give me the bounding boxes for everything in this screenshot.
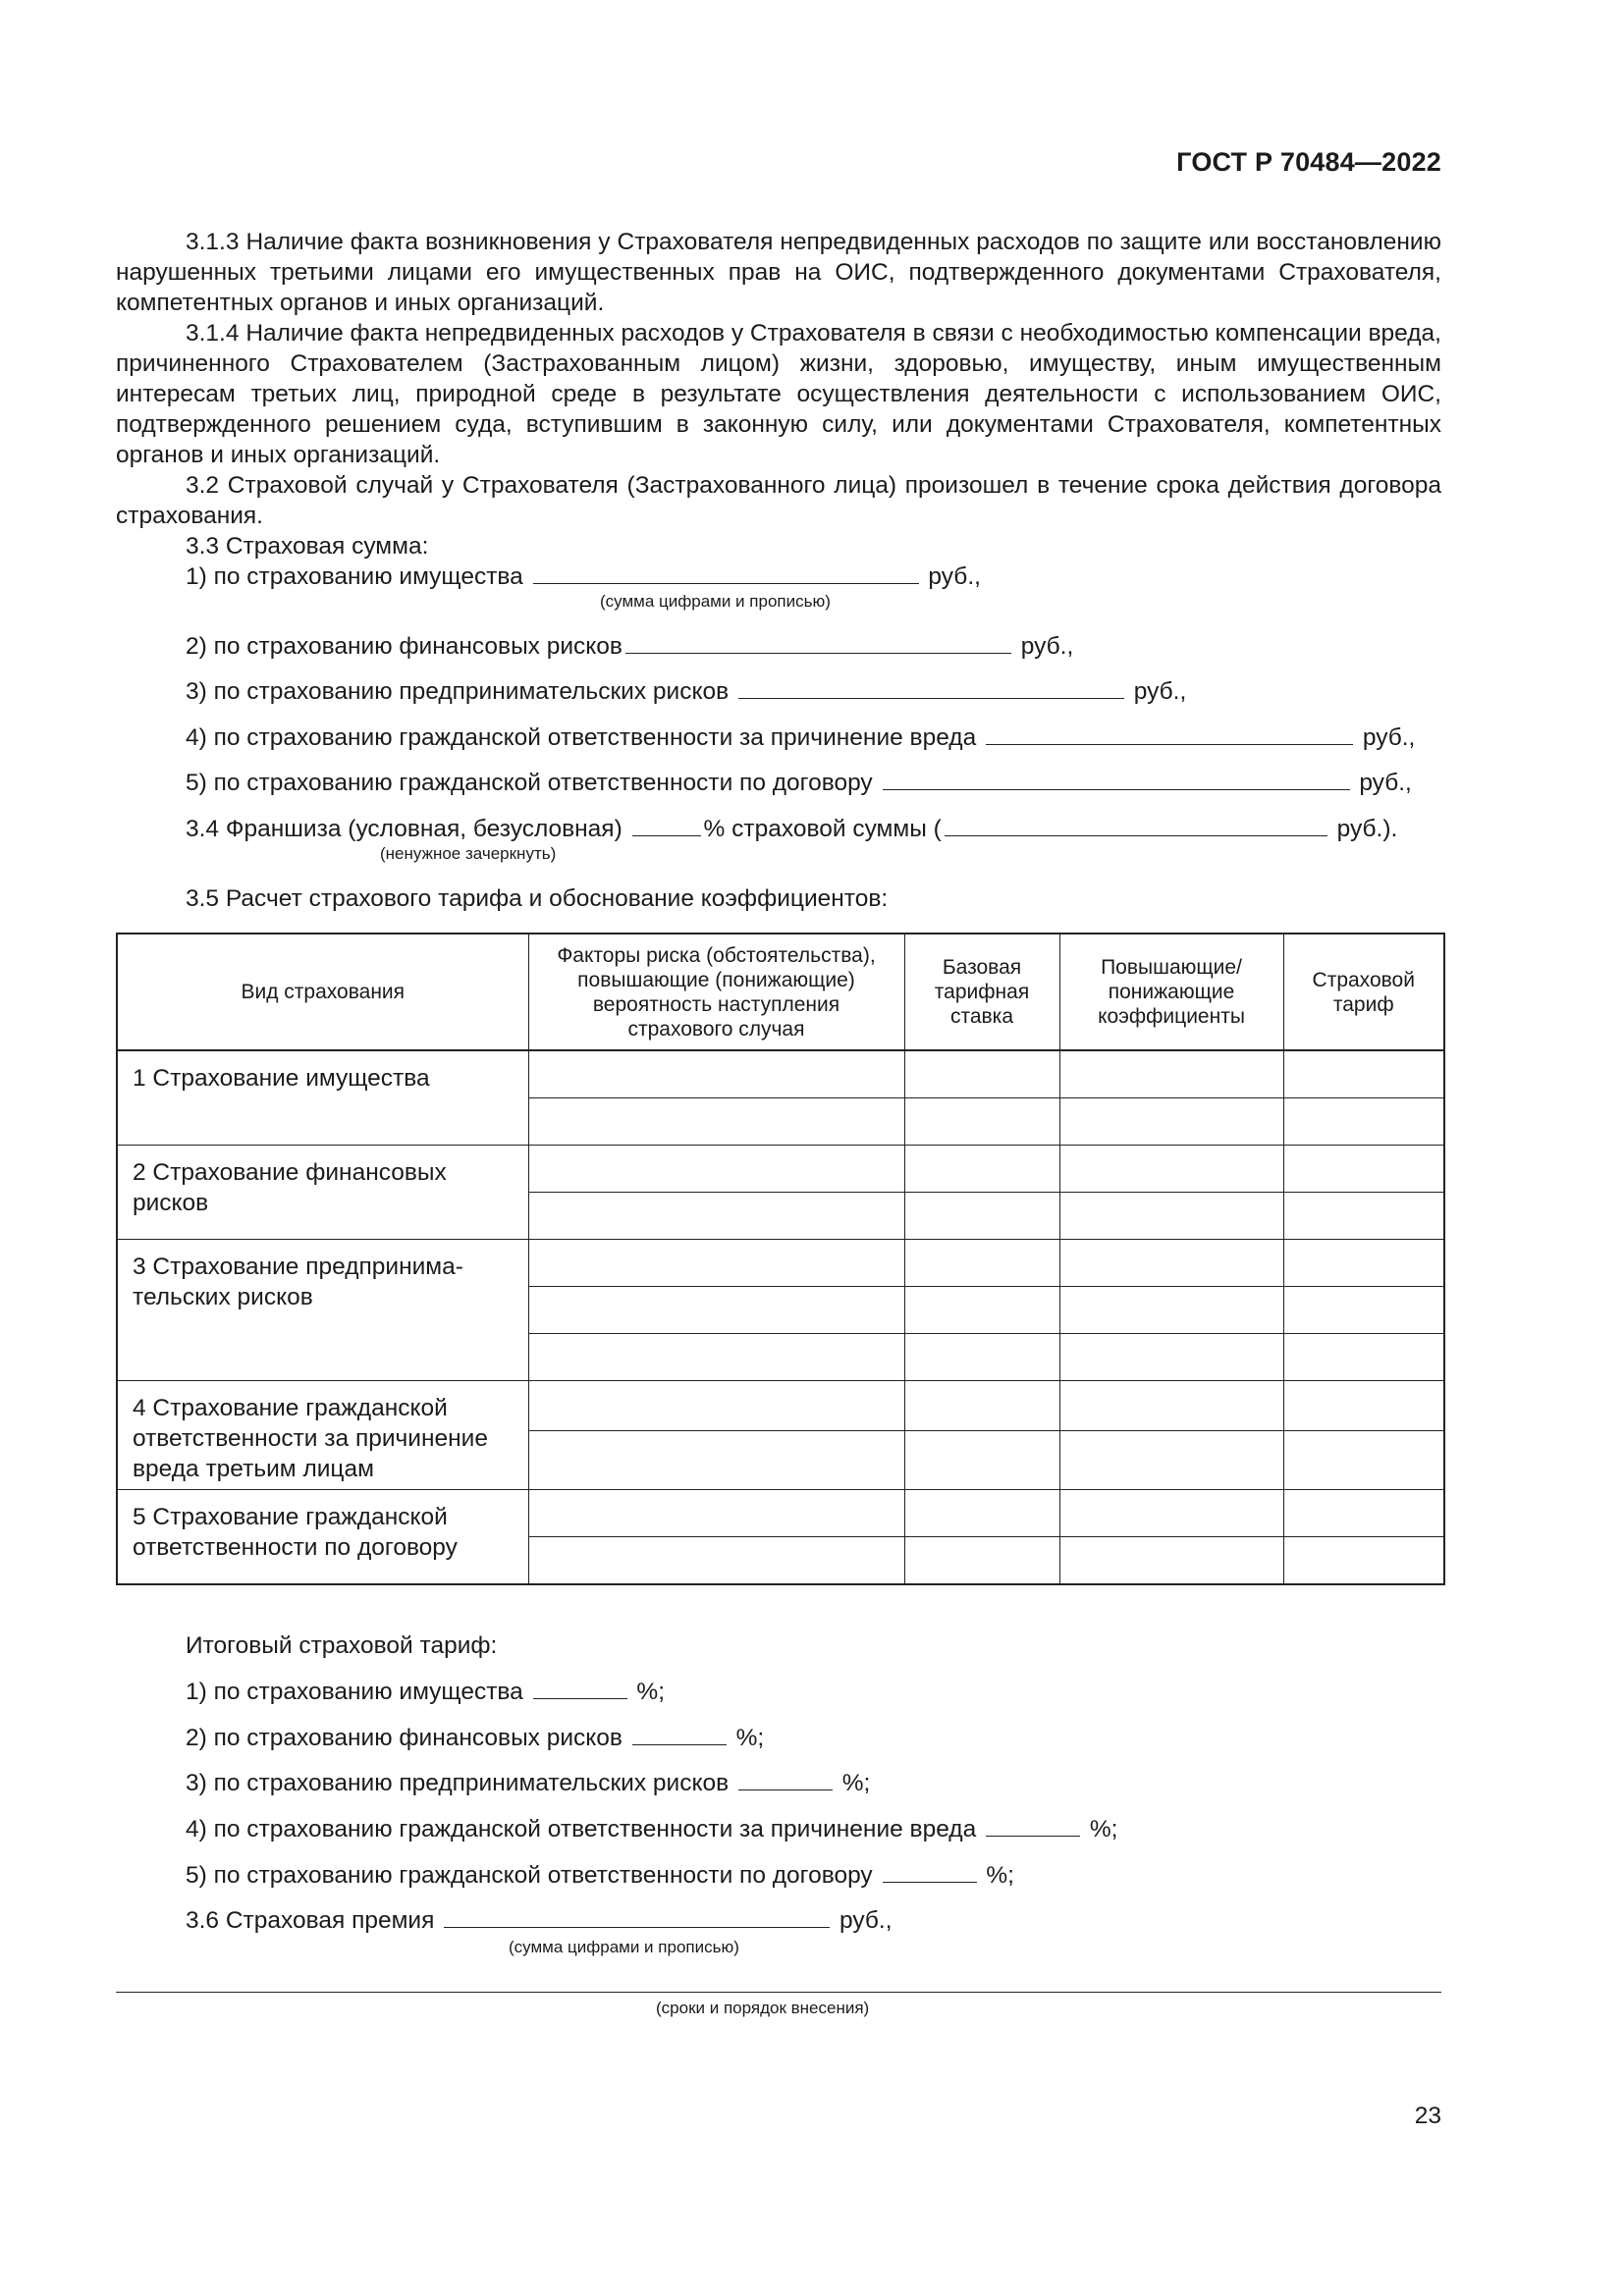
col-header-factors: Факторы риска (обстоятельства), повышающие (понижающие) вероятность наступления страхового случая bbox=[528, 934, 904, 1050]
total-line-business bbox=[186, 1768, 870, 1798]
factors-cell[interactable] bbox=[528, 1431, 904, 1490]
sum-line-label: 4) по страхованию гражданской ответственности за причинение вреда bbox=[186, 724, 977, 751]
total-line-financial bbox=[186, 1723, 764, 1753]
total-financial-field[interactable] bbox=[632, 1723, 727, 1745]
tariff-section-title: 3.5 Расчет страхового тарифа и обоснование коэффициентов: bbox=[186, 885, 889, 912]
sum-line-unit: руб., bbox=[1359, 770, 1412, 796]
sum-line-unit: руб., bbox=[1133, 678, 1187, 705]
sum-line-unit: руб., bbox=[1020, 633, 1074, 660]
coefficient-cell[interactable] bbox=[1059, 1050, 1283, 1098]
sum-line-unit: руб., bbox=[1362, 724, 1416, 751]
coefficient-cell[interactable] bbox=[1059, 1240, 1283, 1287]
total-liability-contract-field[interactable] bbox=[883, 1860, 977, 1883]
tariff-table bbox=[116, 933, 1445, 1585]
franchise-percent-field[interactable] bbox=[632, 814, 701, 836]
coefficient-cell[interactable] bbox=[1059, 1334, 1283, 1381]
factors-cell[interactable] bbox=[528, 1334, 904, 1381]
premium-amount-field[interactable] bbox=[444, 1905, 830, 1928]
sum-line-label: 1) по страхованию имущества bbox=[186, 563, 523, 590]
coefficient-cell[interactable] bbox=[1059, 1098, 1283, 1146]
sum-line-financial bbox=[186, 631, 1073, 662]
table-row bbox=[117, 1050, 1444, 1098]
factors-cell[interactable] bbox=[528, 1050, 904, 1098]
sum-line-label: 3) по страхованию предпринимательских рисков bbox=[186, 678, 730, 705]
tariff-cell[interactable] bbox=[1283, 1431, 1444, 1490]
base-rate-cell[interactable] bbox=[904, 1193, 1059, 1240]
factors-cell[interactable] bbox=[528, 1193, 904, 1240]
coefficient-cell[interactable] bbox=[1059, 1146, 1283, 1193]
col-header-tariff: Страховой тариф bbox=[1283, 934, 1444, 1050]
base-rate-cell[interactable] bbox=[904, 1431, 1059, 1490]
factors-cell[interactable] bbox=[528, 1240, 904, 1287]
paragraph-3-2: 3.2 Страховой случай у Страхователя (Застрахованного лица) произошел в течение срока действия договора страхования. bbox=[116, 472, 1441, 529]
total-property-field[interactable] bbox=[533, 1677, 627, 1699]
total-line-unit: %; bbox=[1089, 1816, 1118, 1842]
franchise-percent-text: % страховой суммы ( bbox=[703, 816, 942, 842]
total-line-unit: %; bbox=[636, 1679, 665, 1705]
base-rate-cell[interactable] bbox=[904, 1287, 1059, 1334]
total-line-label: 4) по страхованию гражданской ответственности за причинение вреда bbox=[186, 1816, 977, 1842]
payment-terms-caption: (сроки и порядок внесения) bbox=[656, 1999, 870, 2017]
total-business-field[interactable] bbox=[738, 1768, 833, 1790]
base-rate-cell[interactable] bbox=[904, 1240, 1059, 1287]
sum-line-label: 2) по страхованию финансовых рисков bbox=[186, 633, 623, 660]
row-kind-business: 3 Страхование предпринима-тельских рисков bbox=[117, 1240, 528, 1381]
premium-caption: (сумма цифрами и прописью) bbox=[509, 1938, 739, 1956]
paragraph-3-1-4: 3.1.4 Наличие факта непредвиденных расходов у Страхователя в связи с необходимостью компенсации вреда, причиненного Страхователем (Застрахованным лицом) жизни, здоровью, имуществу, иным имущественным интересам третьих лиц, природной среде в результате осуществления деятельности с использованием ОИС, подтвержденного решением суда, вступившим в законную силу, или документами Страхователя, компетентных органов и иных организаций. bbox=[116, 320, 1441, 468]
factors-cell[interactable] bbox=[528, 1287, 904, 1334]
sum-line-label: 5) по страхованию гражданской ответственности по договору bbox=[186, 770, 873, 796]
col-header-base-rate: Базовая тарифная ставка bbox=[904, 934, 1059, 1050]
sum-liability-contract-field[interactable] bbox=[883, 768, 1350, 790]
tariff-cell[interactable] bbox=[1283, 1537, 1444, 1585]
franchise-label: 3.4 Франшиза (условная, безусловная) bbox=[186, 816, 623, 842]
franchise-line bbox=[186, 814, 1397, 844]
paragraph-3-1-3: 3.1.3 Наличие факта возникновения у Страхователя непредвиденных расходов по защите или восстановлению нарушенных третьими лицами его имущественных прав на ОИС, подтвержденного документами Страхователя, компетентных органов и иных организаций. bbox=[116, 229, 1441, 316]
row-kind-financial: 2 Страхование финансовых рисков bbox=[117, 1146, 528, 1240]
coefficient-cell[interactable] bbox=[1059, 1537, 1283, 1585]
premium-label: 3.6 Страховая премия bbox=[186, 1907, 435, 1934]
tariff-table-header-row bbox=[117, 934, 1444, 1050]
base-rate-cell[interactable] bbox=[904, 1146, 1059, 1193]
payment-terms-field[interactable] bbox=[116, 1992, 1441, 1993]
sum-line-unit: руб., bbox=[928, 563, 981, 590]
total-line-label: 2) по страхованию финансовых рисков bbox=[186, 1725, 623, 1751]
tariff-cell[interactable] bbox=[1283, 1381, 1444, 1431]
sum-property-field[interactable] bbox=[533, 561, 919, 584]
tariff-cell[interactable] bbox=[1283, 1146, 1444, 1193]
row-kind-liability-contract: 5 Страхование гражданской ответственности по договору bbox=[117, 1490, 528, 1585]
table-row bbox=[117, 1490, 1444, 1537]
sum-line-property bbox=[186, 561, 981, 592]
coefficient-cell[interactable] bbox=[1059, 1193, 1283, 1240]
premium-unit: руб., bbox=[839, 1907, 893, 1934]
factors-cell[interactable] bbox=[528, 1098, 904, 1146]
sum-line-business bbox=[186, 676, 1186, 707]
total-line-label: 5) по страхованию гражданской ответственности по договору bbox=[186, 1862, 873, 1889]
row-kind-liability-harm: 4 Страхование гражданской ответственности за причинение вреда третьим лицам bbox=[117, 1381, 528, 1490]
total-tariff-title: Итоговый страховой тариф: bbox=[186, 1632, 498, 1659]
franchise-unit: руб.). bbox=[1336, 816, 1398, 842]
table-row bbox=[117, 1381, 1444, 1431]
tariff-cell[interactable] bbox=[1283, 1240, 1444, 1287]
base-rate-cell[interactable] bbox=[904, 1537, 1059, 1585]
premium-line bbox=[186, 1905, 893, 1936]
total-line-label: 3) по страхованию предпринимательских рисков bbox=[186, 1770, 730, 1796]
total-line-unit: %; bbox=[841, 1770, 871, 1796]
factors-cell[interactable] bbox=[528, 1381, 904, 1431]
col-header-kind: Вид страхования bbox=[117, 934, 528, 1050]
base-rate-cell[interactable] bbox=[904, 1490, 1059, 1537]
table-row bbox=[117, 1240, 1444, 1287]
total-line-property bbox=[186, 1677, 665, 1707]
total-line-liability-harm bbox=[186, 1814, 1117, 1844]
sum-liability-harm-field[interactable] bbox=[986, 722, 1353, 745]
tariff-cell[interactable] bbox=[1283, 1193, 1444, 1240]
total-line-label: 1) по страхованию имущества bbox=[186, 1679, 523, 1705]
coefficient-cell[interactable] bbox=[1059, 1381, 1283, 1431]
franchise-amount-field[interactable] bbox=[945, 814, 1327, 836]
factors-cell[interactable] bbox=[528, 1490, 904, 1537]
franchise-caption: (ненужное зачеркнуть) bbox=[380, 844, 557, 863]
total-liability-harm-field[interactable] bbox=[986, 1814, 1080, 1837]
tariff-cell[interactable] bbox=[1283, 1287, 1444, 1334]
base-rate-cell[interactable] bbox=[904, 1381, 1059, 1431]
coefficient-cell[interactable] bbox=[1059, 1431, 1283, 1490]
base-rate-cell[interactable] bbox=[904, 1050, 1059, 1098]
sum-caption: (сумма цифрами и прописью) bbox=[600, 592, 831, 611]
tariff-cell[interactable] bbox=[1283, 1050, 1444, 1098]
row-kind-property: 1 Страхование имущества bbox=[117, 1050, 528, 1146]
col-header-coefficients: Повышающие/ понижающие коэффициенты bbox=[1059, 934, 1283, 1050]
base-rate-cell[interactable] bbox=[904, 1334, 1059, 1381]
total-line-unit: %; bbox=[735, 1725, 765, 1751]
factors-cell[interactable] bbox=[528, 1537, 904, 1585]
sum-business-field[interactable] bbox=[738, 676, 1124, 699]
page-number: 23 bbox=[1414, 2103, 1441, 2129]
factors-cell[interactable] bbox=[528, 1146, 904, 1193]
sum-financial-field[interactable] bbox=[625, 631, 1011, 654]
tariff-cell[interactable] bbox=[1283, 1490, 1444, 1537]
sum-line-liability-contract bbox=[186, 768, 1412, 798]
base-rate-cell[interactable] bbox=[904, 1098, 1059, 1146]
total-line-liability-contract bbox=[186, 1860, 1014, 1891]
coefficient-cell[interactable] bbox=[1059, 1490, 1283, 1537]
sum-section-title: 3.3 Страховая сумма: bbox=[186, 533, 429, 560]
document-code: ГОСТ Р 70484—2022 bbox=[1176, 147, 1441, 177]
sum-line-liability-harm bbox=[186, 722, 1415, 753]
total-line-unit: %; bbox=[986, 1862, 1014, 1889]
tariff-cell[interactable] bbox=[1283, 1098, 1444, 1146]
table-row bbox=[117, 1146, 1444, 1193]
tariff-cell[interactable] bbox=[1283, 1334, 1444, 1381]
coefficient-cell[interactable] bbox=[1059, 1287, 1283, 1334]
